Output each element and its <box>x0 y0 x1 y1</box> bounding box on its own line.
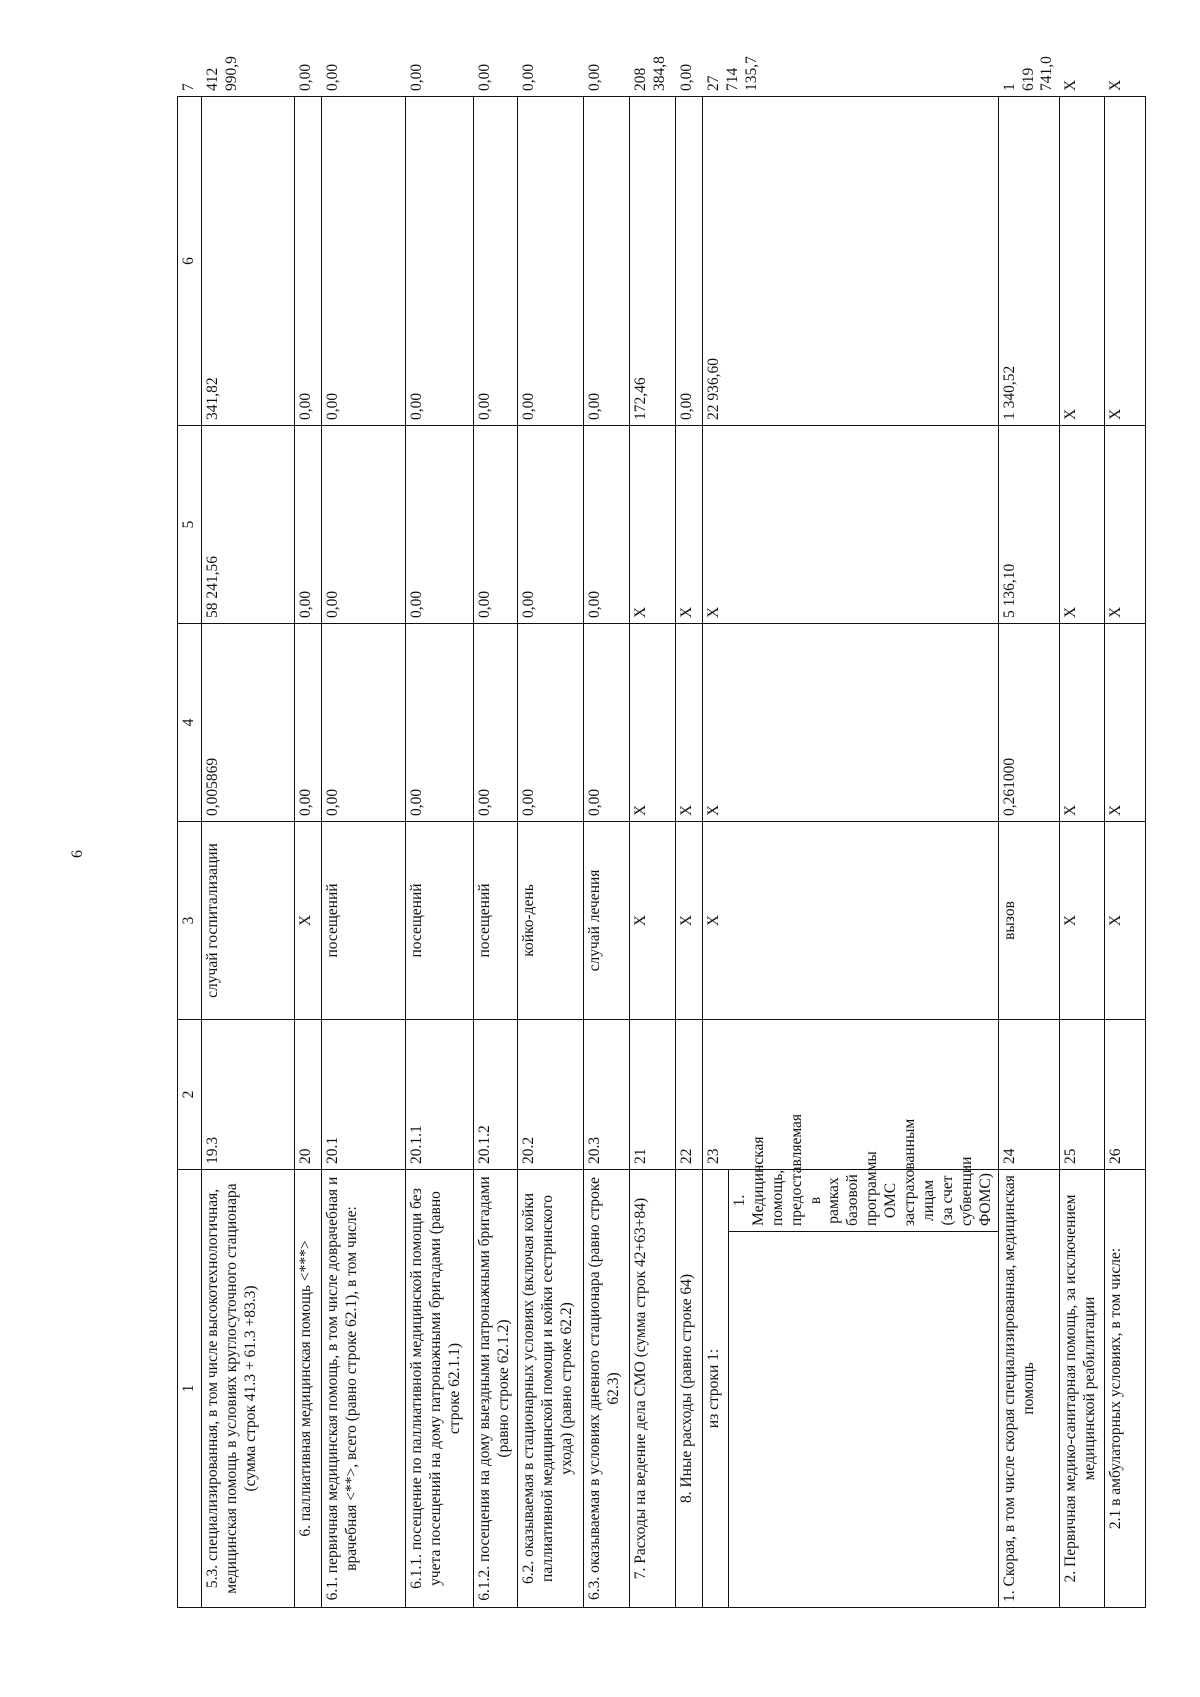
table-row: 6.2. оказываемая в стационарных условиях (включая койки паллиативной медицинской помощи и койки сестринского ухода) (равно строке 62.2) 20.2 койко-день 0,00 0,00 0,00 0,00 <box>517 97 583 1608</box>
row-name-cell: 6.1.2. посещения на дому выездными патронажными бригадами (равно строке 62.1.2) <box>473 1170 517 1608</box>
value-cell: 0,261000 <box>998 624 1060 822</box>
row-name-cell: 5.3. специализированная, в том числе высокотехнологичная, медицинская помощь в условиях круглосуточного стационара (сумма строк 41.3 + 61.3 +83.3) <box>201 1170 294 1608</box>
value-cell: Х <box>675 624 702 822</box>
data-table <box>177 56 1146 1608</box>
row-code-cell: 24 <box>998 1020 1060 1170</box>
table-row: 6.1.1. посещение по паллиативной медицинской помощи без учета посещений на дому патронажными бригадами (равно строке 62.1.1) 20.1.1 посещений 0,00 0,00 0,00 0,00 <box>405 97 473 1608</box>
page-number: 6 <box>69 850 86 858</box>
row-code-cell: 23 <box>702 1020 998 1170</box>
unit-cell: посещений <box>321 822 405 1020</box>
value-cell: 0,00 <box>517 97 583 426</box>
row-name-cell: 1. Скорая, в том числе скорая специализированная, медицинская помощь <box>998 1170 1060 1608</box>
row-code-cell: 20 <box>294 1020 321 1170</box>
value-cell: 341,82 <box>201 97 294 426</box>
row-code-cell: 19.3 <box>201 1020 294 1170</box>
value-cell: 0,00 <box>294 97 321 426</box>
unit-cell: Х <box>675 822 702 1020</box>
header-cell: 5 <box>178 426 202 624</box>
value-cell: Х <box>1105 97 1146 426</box>
table-row: 6.1.2. посещения на дому выездными патронажными бригадами (равно строке 62.1.2) 20.1.2 посещений 0,00 0,00 0,00 0,00 <box>473 97 517 1608</box>
value-cell: Х <box>629 426 675 624</box>
row-code-cell: 25 <box>1060 1020 1105 1170</box>
unit-cell: Х <box>294 822 321 1020</box>
value-cell: Х <box>1105 624 1146 822</box>
unit-cell: посещений <box>473 822 517 1020</box>
unit-cell: посещений <box>405 822 473 1020</box>
unit-cell: случай госпитализации <box>201 822 294 1020</box>
table-row: 5.3. специализированная, в том числе высокотехнологичная, медицинская помощь в условиях круглосуточного стационара (сумма строк 41.3 + 61.3 +83.3) 19.3 случай госпитализации 0,005869 58 241,56 341,82 412 990,9 <box>201 97 294 1608</box>
row-name-cell: 1. Медицинская помощь, предоставляемая в рамках базовой программы ОМС застрахованным лицам (за счет субвенции ФОМС) <box>728 1170 998 1232</box>
unit-cell: Х <box>1060 822 1105 1020</box>
table-row: 2.1 в амбулаторных условиях, в том числе: 26 Х Х Х Х Х <box>1105 97 1146 1608</box>
table-row: 8. Иные расходы (равно строке 64) 22 Х Х Х 0,00 0,00 <box>675 97 702 1608</box>
row-name-cell: 6.1. первичная медицинская помощь, в том числе доврачебная и врачебная <**>, всего (равно строке 62.1), в том числе: <box>321 1170 405 1608</box>
unit-cell: случай лечения <box>583 822 629 1020</box>
unit-cell: Х <box>702 822 998 1020</box>
row-name-cell: 6.3. оказываемая в условиях дневного стационара (равно строке 62.3) <box>583 1170 629 1608</box>
row-name-cell: 8. Иные расходы (равно строке 64) <box>675 1170 702 1608</box>
row-name-cell: 2.1 в амбулаторных условиях, в том числе: <box>1105 1170 1146 1608</box>
value-cell: 0,00 <box>473 97 517 426</box>
header-row: 1 2 3 4 5 6 7 <box>178 97 202 1608</box>
row-code-cell: 22 <box>675 1020 702 1170</box>
header-cell: 6 <box>178 97 202 426</box>
value-cell: 0,005869 <box>201 624 294 822</box>
value-cell: Х <box>1060 97 1105 426</box>
row-code-cell: 20.2 <box>517 1020 583 1170</box>
row-name-cell: 7. Расходы на ведение дела СМО (сумма строк 42+63+84) <box>629 1170 675 1608</box>
value-cell: 0,00 <box>405 426 473 624</box>
value-cell: 0,00 <box>675 97 702 426</box>
value-cell: Х <box>1105 426 1146 624</box>
row-name-cell: 6. паллиативная медицинская помощь <***> <box>294 1170 321 1608</box>
value-cell: 0,00 <box>473 426 517 624</box>
value-cell: 0,00 <box>294 624 321 822</box>
value-cell: 0,00 <box>405 97 473 426</box>
value-cell: 0,00 <box>517 624 583 822</box>
header-cell: 2 <box>178 1020 202 1170</box>
value-cell: 58 241,56 <box>201 426 294 624</box>
value-cell: Х <box>702 624 998 822</box>
table-row: 2. Первичная медико-санитарная помощь, за исключением медицинской реабилитации 25 Х Х Х Х Х <box>1060 97 1105 1608</box>
unit-cell: Х <box>629 822 675 1020</box>
table-row: 6. паллиативная медицинская помощь <***> 20 Х 0,00 0,00 0,00 0,00 <box>294 97 321 1608</box>
header-cell: 3 <box>178 822 202 1020</box>
value-cell: 0,00 <box>583 97 629 426</box>
row-code-cell: 20.1.2 <box>473 1020 517 1170</box>
value-cell: Х <box>1060 624 1105 822</box>
table-row: 7. Расходы на ведение дела СМО (сумма строк 42+63+84) 21 Х Х Х 172,46 208 384,8 <box>629 97 675 1608</box>
value-cell: 0,00 <box>321 97 405 426</box>
value-cell: 172,46 <box>629 97 675 426</box>
value-cell: 0,00 <box>294 426 321 624</box>
row-name-cell: 2. Первичная медико-санитарная помощь, за исключением медицинской реабилитации <box>1060 1170 1105 1608</box>
value-cell: 0,00 <box>583 426 629 624</box>
table-row: из строки 1: 23 Х Х Х 22 936,60 27 714 135,7 <box>702 97 728 1608</box>
value-cell: 5 136,10 <box>998 426 1060 624</box>
unit-cell: вызов <box>998 822 1060 1020</box>
row-name-cell: 6.1.1. посещение по паллиативной медицинской помощи без учета посещений на дому патронажными бригадами (равно строке 62.1.1) <box>405 1170 473 1608</box>
row-name-cell: 6.2. оказываемая в стационарных условиях (включая койки паллиативной медицинской помощи и койки сестринского ухода) (равно строке 62.2) <box>517 1170 583 1608</box>
value-cell: Х <box>675 426 702 624</box>
row-name-cell: из строки 1: <box>702 1170 728 1608</box>
empty-cell <box>728 1232 998 1608</box>
value-cell: Х <box>702 426 998 624</box>
header-cell: 1 <box>178 1170 202 1608</box>
row-code-cell: 21 <box>629 1020 675 1170</box>
row-code-cell: 20.1 <box>321 1020 405 1170</box>
table-row: 6.3. оказываемая в условиях дневного стационара (равно строке 62.3) 20.3 случай лечения 0,00 0,00 0,00 0,00 <box>583 97 629 1608</box>
value-cell: 0,00 <box>473 624 517 822</box>
rotated-table-wrapper <box>177 56 1125 1608</box>
row-code-cell: 20.1.1 <box>405 1020 473 1170</box>
value-cell: 0,00 <box>405 624 473 822</box>
value-cell: Х <box>629 624 675 822</box>
value-cell: 1 340,52 <box>998 97 1060 426</box>
value-cell: 22 936,60 <box>702 97 998 426</box>
value-cell: 0,00 <box>517 426 583 624</box>
value-cell: 0,00 <box>321 624 405 822</box>
unit-cell: Х <box>1105 822 1146 1020</box>
table-row: 1. Скорая, в том числе скорая специализированная, медицинская помощь 24 вызов 0,261000 5 136,10 1 340,52 1 619 741,0 <box>998 97 1060 1608</box>
row-code-cell: 26 <box>1105 1020 1146 1170</box>
value-cell: 0,00 <box>583 624 629 822</box>
unit-cell: койко-день <box>517 822 583 1020</box>
value-cell: 0,00 <box>321 426 405 624</box>
table-row: 6.1. первичная медицинская помощь, в том числе доврачебная и врачебная <**>, всего (равно строке 62.1), в том числе: 20.1 посещений 0,00 0,00 0,00 0,00 <box>321 97 405 1608</box>
row-code-cell: 20.3 <box>583 1020 629 1170</box>
header-cell: 4 <box>178 624 202 822</box>
value-cell: Х <box>1060 426 1105 624</box>
